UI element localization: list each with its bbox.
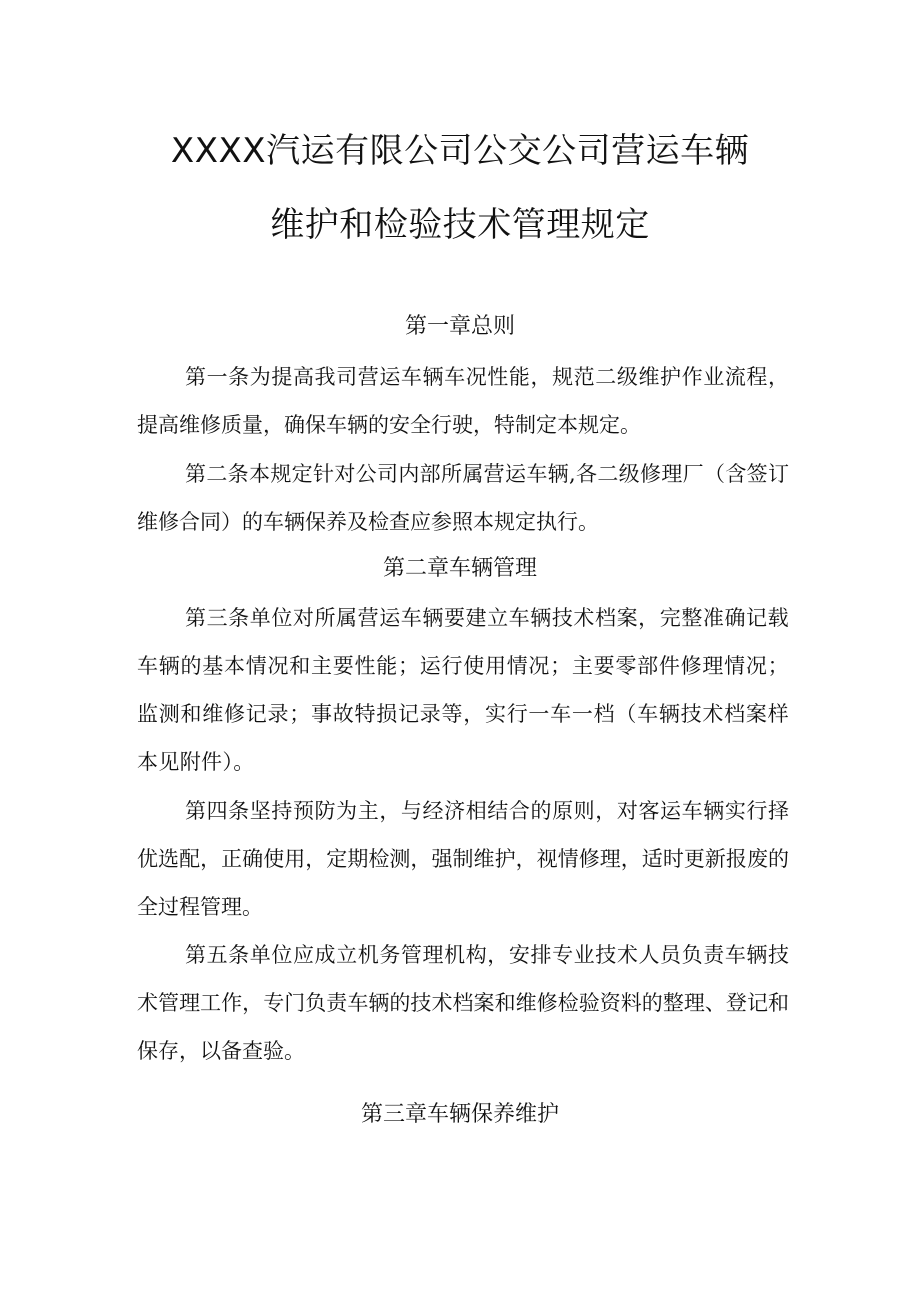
article5-paragraph: 第五条单位应成立机务管理机构，安排专业技术人员负责车辆技术管理工作，专门负责车辆的技术档案和维修检验资料的整理、登记和保存，以备查验。: [137, 943, 789, 1063]
chapter2-heading: 第二章车辆管理: [382, 556, 537, 581]
chapter3-heading: 第三章车辆保养维护: [360, 1102, 559, 1127]
document-title-line2: 维护和检验技术管理规定: [270, 205, 650, 245]
article4-paragraph: 第四条坚持预防为主，与经济相结合的原则，对客运车辆实行择优选配，正确使用，定期检测，强制维护，视情修理，适时更新报废的全过程管理。: [137, 799, 789, 919]
article3-paragraph: 第三条单位对所属营运车辆要建立车辆技术档案，完整准确记载车辆的基本情况和主要性能；运行使用情况；主要零部件修理情况；监测和维修记录；事故特损记录等，实行一车一档（车辆技术档案样本见附件）。: [137, 606, 789, 774]
article1-paragraph: 第一条为提高我司营运车辆车况性能，规范二级维护作业流程，提高维修质量，确保车辆的安全行驶，特制定本规定。: [137, 365, 789, 437]
chapter1-heading: 第一章总则: [404, 314, 515, 339]
article2-paragraph: 第二条本规定针对公司内部所属营运车辆,各二级修理厂（含签订维修合同）的车辆保养及检查应参照本规定执行。: [137, 462, 789, 534]
document-title-line1: XXXX汽运有限公司公交公司营运车辆: [170, 131, 750, 171]
